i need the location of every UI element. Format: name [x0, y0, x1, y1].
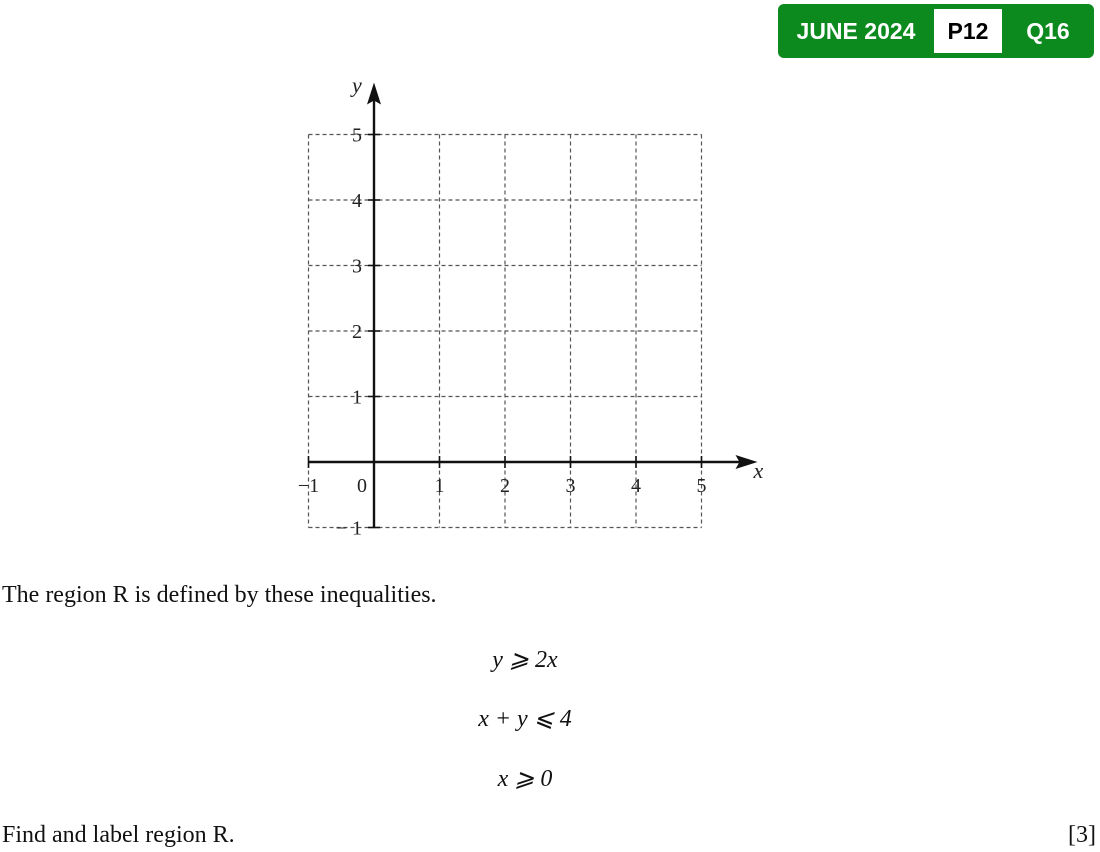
y-tick-label: 2	[352, 321, 362, 343]
y-tick-label: 4	[352, 190, 362, 212]
x-tick-label: 5	[696, 475, 707, 497]
question-instruction: Find and label region R.	[2, 822, 235, 848]
question-number: Q16	[1026, 17, 1070, 44]
x-axis-label: x	[753, 458, 764, 483]
x-tick-label: 3	[565, 475, 576, 497]
question-intro: The region R is defined by these inequalities.	[2, 582, 437, 608]
x-tick-label: −1	[297, 475, 320, 497]
paper-number: P12	[934, 9, 1002, 53]
x-tick-label: 1	[434, 475, 445, 497]
y-tick-label: 1	[352, 386, 362, 409]
inequality-3: x ⩾ 0	[497, 766, 553, 792]
inequality-1: y ⩾ 2x	[492, 647, 558, 673]
y-axis-label: y	[352, 72, 362, 98]
x-tick-label: 0	[357, 475, 367, 497]
y-tick-label: 5	[352, 124, 362, 147]
x-tick-label: 2	[500, 475, 510, 497]
y-tick-label: − 1	[335, 517, 362, 540]
x-tick-label: 4	[631, 475, 641, 497]
inequality-2: x + y ⩽ 4	[478, 706, 572, 732]
marks-allocation: [3]	[1068, 822, 1096, 848]
exam-reference-badge	[778, 4, 1094, 58]
coordinate-grid	[0, 60, 800, 545]
exam-session: JUNE 2024	[796, 17, 916, 44]
y-tick-label: 3	[352, 255, 362, 278]
